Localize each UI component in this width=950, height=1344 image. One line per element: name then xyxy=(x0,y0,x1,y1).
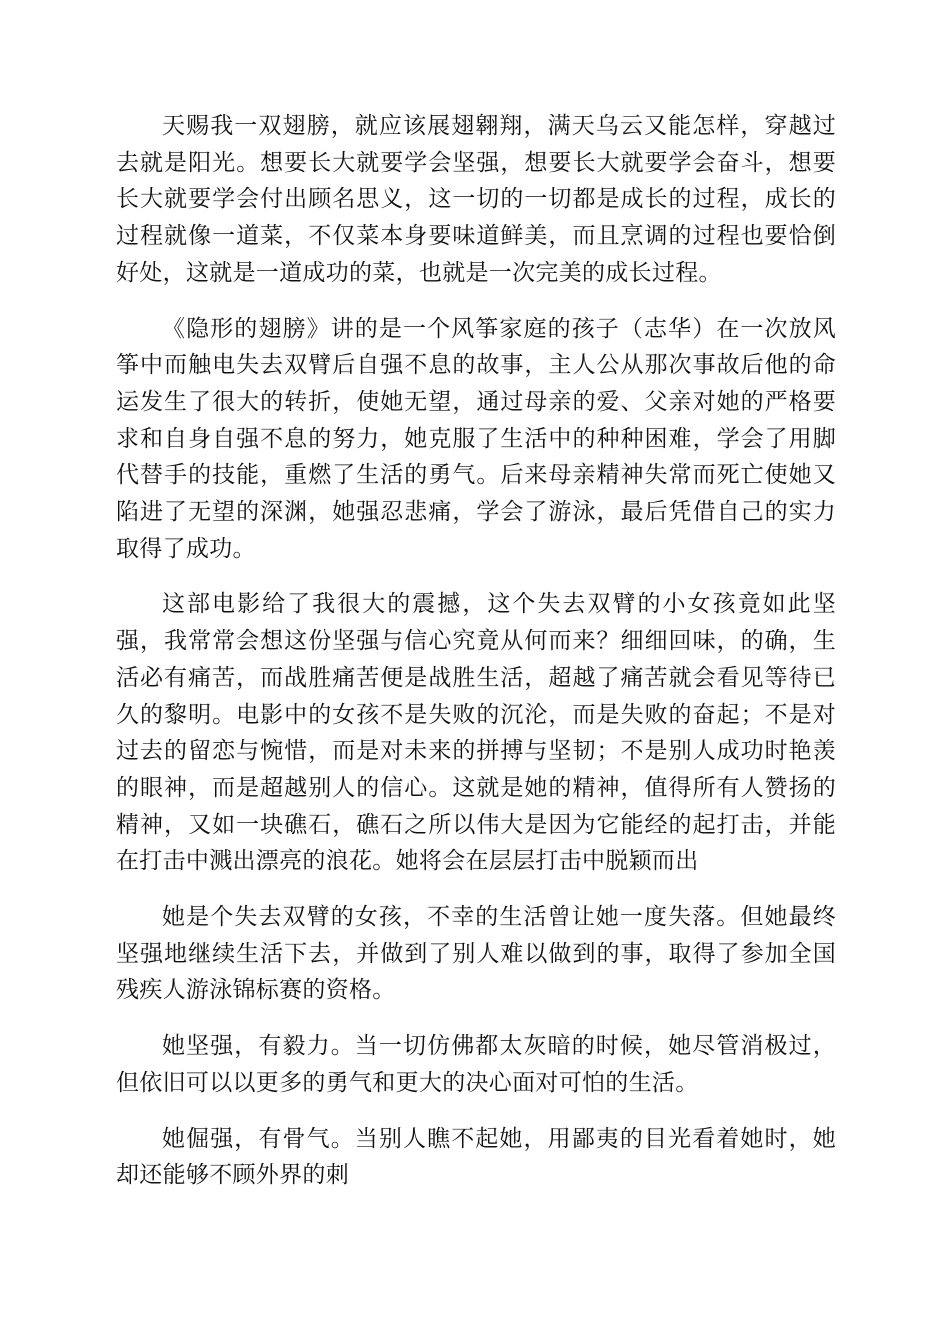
paragraph-2: 《隐形的翅膀》讲的是一个风筝家庭的孩子（志华）在一次放风筝中而触电失去双臂后自强不息的故事，主人公从那次事故后他的命运发生了很大的转折，使她无望，通过母亲的爱、父亲对她的严格要求和自身自强不息的努力，她克服了生活中的种种困难，学会了用脚代替手的技能，重燃了生活的勇气。后来母亲精神失常而死亡使她又陷进了无望的深渊，她强忍悲痛，学会了游泳，最后凭借自己的实力取得了成功。 xyxy=(116,315,836,562)
document-body xyxy=(116,108,836,1213)
paragraph-6: 她倔强，有骨气。当别人瞧不起她，用鄙夷的目光看着她时，她却还能够不顾外界的刺 xyxy=(116,1125,836,1189)
paragraph-3: 这部电影给了我很大的震撼，这个失去双臂的小女孩竟如此坚强，我常常会想这份坚强与信心究竟从何而来？细细回味，的确，生活必有痛苦，而战胜痛苦便是战胜生活，超越了痛苦就会看见等待已久的黎明。电影中的女孩不是失败的沉沦，而是失败的奋起；不是对过去的留恋与惋惜，而是对未来的拼搏与坚韧；不是别人成功时艳羡的眼神，而是超越别人的信心。这就是她的精神，值得所有人赞扬的精神，又如一块礁石，礁石之所以伟大是因为它能经的起打击，并能在打击中溅出漂亮的浪花。她将会在层层打击中脱颖而出 xyxy=(116,591,836,875)
paragraph-1: 天赐我一双翅膀，就应该展翅翱翔，满天乌云又能怎样，穿越过去就是阳光。想要长大就要学会坚强，想要长大就要学会奋斗，想要长大就要学会付出顾名思义，这一切的一切都是成长的过程，成长的过程就像一道菜，不仅菜本身要味道鲜美，而且烹调的过程也要恰倒好处，这就是一道成功的菜，也就是一次完美的成长过程。 xyxy=(116,113,836,286)
paragraph-5: 她坚强，有毅力。当一切仿佛都太灰暗的时候，她尽管消极过，但依旧可以以更多的勇气和更大的决心面对可怕的生活。 xyxy=(116,1033,836,1096)
paragraph-4: 她是个失去双臂的女孩，不幸的生活曾让她一度失落。但她最终坚强地继续生活下去，并做到了别人难以做到的事，取得了参加全国残疾人游泳锦标赛的资格。 xyxy=(116,904,836,1004)
